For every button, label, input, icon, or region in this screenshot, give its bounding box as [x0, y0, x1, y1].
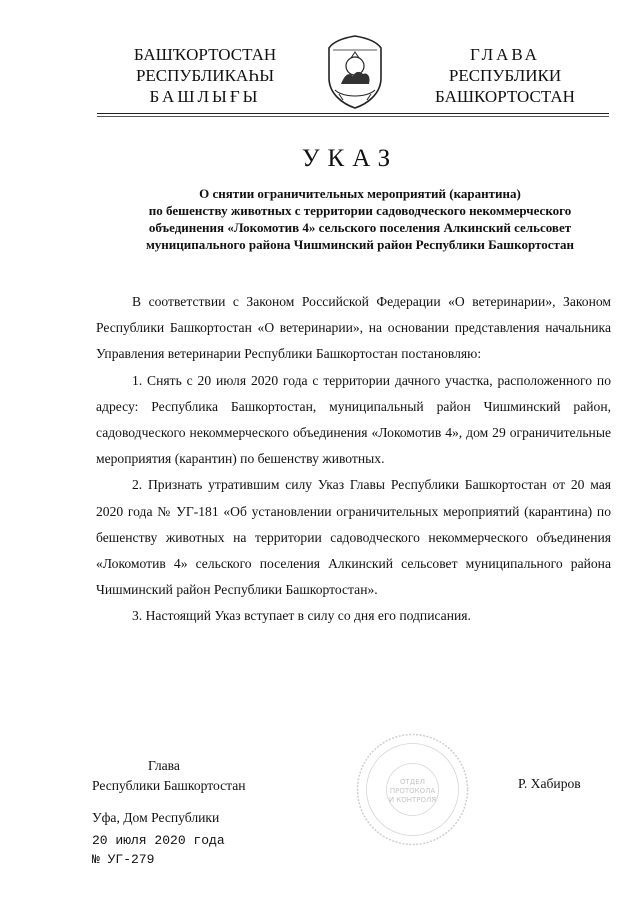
signatory-position: [92, 756, 246, 796]
signing-place: Уфа, Дом Республики: [92, 810, 220, 825]
header-left-line-1: БАШҠОРТОСТАН: [133, 45, 277, 64]
header-divider-thin: [97, 116, 609, 117]
decree-body: [96, 289, 611, 630]
header-divider: [97, 113, 609, 114]
item-3-paragraph: 3. Настоящий Указ вступает в силу со дня его подписания.: [132, 608, 471, 624]
signatory-position-line-1: Глава: [148, 758, 180, 773]
subject-line-2: по бешенству животных с территории садоводческого некоммерческого: [148, 203, 572, 218]
header-russian: [415, 44, 595, 107]
stamp-line-3: И КОНТРОЛЯ: [388, 796, 437, 804]
item-2-paragraph: 2. Признать утратившим силу Указ Главы Республики Башкортостан от 20 мая 2020 года № УГ-181 «Об установлении ограничительных мероприятий (карантина) по бешенству животных на территории садоводческого некоммерческого объединения «Локомотив 4» сельского поселения Алкинский сельсовет муниципального района Чишминский район Республики Башкортостан».: [96, 477, 611, 598]
subject-line-4: муниципального района Чишминский район Республики Башкортостан: [145, 237, 575, 252]
subject-line-3: объединения «Локомотив 4» сельского поселения Алкинский сельсовет: [148, 220, 572, 235]
header-right-line-2: РЕСПУБЛИКИ: [448, 66, 562, 85]
header-right-line-3: БАШКОРТОСТАН: [435, 87, 575, 106]
bashkortostan-coat-of-arms-icon: [323, 34, 387, 110]
preamble-paragraph: В соответствии с Законом Российской Федерации «О ветеринарии», Законом Республики Башкортостан «О ветеринарии», на основании представления начальника Управления ветеринарии Республики Башкортостан постановляю:: [96, 294, 611, 362]
signatory-position-line-2: Республики Башкортостан: [92, 778, 246, 793]
official-stamp: [355, 732, 470, 847]
header-left-line-3: БАШЛЫҒЫ: [149, 87, 261, 106]
header-bashkir: [120, 44, 290, 107]
header-left-line-2: РЕСПУБЛИКАҺЫ: [135, 66, 275, 85]
signing-date: 20 июля 2020 года: [92, 833, 225, 848]
document-title: УКАЗ: [301, 145, 399, 172]
stamp-line-2: ПРОТОКОЛА: [389, 787, 436, 795]
item-1-paragraph: 1. Снять с 20 июля 2020 года с территории дачного участка, расположенного по адресу: Республика Башкортостан, муниципальный район Чишминский район, садоводческого некоммерческого объединения «Локомотив 4», дом 29 ограничительные мероприятия (карантин) по бешенству животных.: [96, 372, 611, 467]
decree-number: № УГ-279: [92, 852, 155, 867]
header-right-line-1: ГЛАВА: [470, 45, 540, 64]
subject-line-1: О снятии ограничительных мероприятий (карантина): [199, 186, 521, 201]
stamp-line-1: ОТДЕЛ: [400, 778, 425, 786]
decree-subject: [97, 185, 623, 253]
signatory-name: Р. Хабиров: [518, 776, 581, 791]
